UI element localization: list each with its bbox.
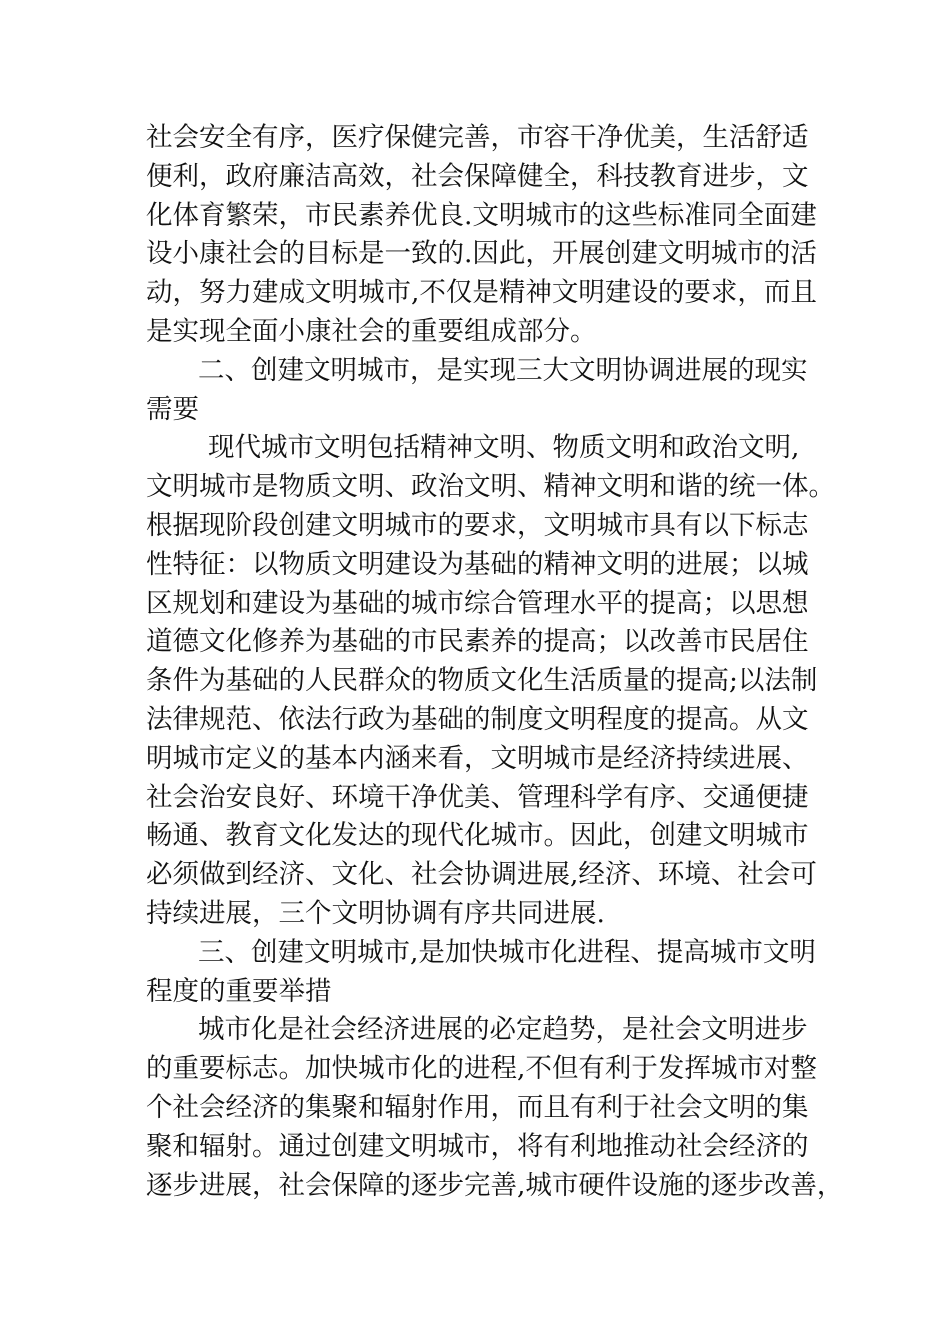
text-line: 的重要标志。加快城市化的进程,不但有利于发挥城市对整 xyxy=(146,1053,817,1085)
text-line: 必须做到经济、文化、社会协调进展,经济、环境、社会可 xyxy=(146,859,817,891)
text-line: 是实现全面小康社会的重要组成部分。 xyxy=(146,315,597,347)
heading-line: 程度的重要举措 xyxy=(146,975,332,1007)
text-line: 性特征：以物质文明建设为基础的精神文明的进展；以城 xyxy=(146,548,809,580)
text-line: 社会治安良好、环境干净优美、管理科学有序、交通便捷 xyxy=(146,781,809,813)
section-heading-2 xyxy=(146,352,826,430)
text-line: 畅通、教育文化发达的现代化城市。因此，创建文明城市 xyxy=(146,820,809,852)
text-line: 条件为基础的人民群众的物质文化生活质量的提高;以法制 xyxy=(146,665,818,697)
text-line: 逐步进展，社会保障的逐步完善,城市硬件设施的逐步改善， xyxy=(146,1169,844,1201)
heading-line: 三、创建文明城市,是加快城市化进程、提高城市文明 xyxy=(198,936,816,968)
text-line: 便利，政府廉洁高效，社会保障健全，科技教育进步，文 xyxy=(146,160,809,192)
heading-line: 需要 xyxy=(146,393,199,425)
text-line: 个社会经济的集聚和辐射作用，而且有利于社会文明的集 xyxy=(146,1091,809,1123)
text-line: 文明城市是物质文明、政治文明、精神文明和谐的统一体。 xyxy=(146,471,835,503)
text-line: 现代城市文明包括精神文明、物质文明和政治文明, xyxy=(208,432,800,464)
text-line: 根据现阶段创建文明城市的要求，文明城市具有以下标志 xyxy=(146,509,809,541)
text-line: 明城市定义的基本内涵来看，文明城市是经济持续进展、 xyxy=(146,742,809,774)
text-line: 持续进展，三个文明协调有序共同进展. xyxy=(146,897,605,929)
text-line: 化体育繁荣，市民素养优良.文明城市的这些标准同全面建 xyxy=(146,199,817,231)
text-line: 区规划和建设为基础的城市综合管理水平的提高；以思想 xyxy=(146,587,809,619)
text-line: 法律规范、依法行政为基础的制度文明程度的提高。从文 xyxy=(146,703,809,735)
section-heading-3 xyxy=(146,934,826,1012)
text-line: 社会安全有序，医疗保健完善，市容干净优美，生活舒适 xyxy=(146,122,809,153)
text-line: 设小康社会的目标是一致的.因此，开展创建文明城市的活 xyxy=(146,238,817,270)
heading-line: 二、创建文明城市，是实现三大文明协调进展的现实 xyxy=(198,354,808,386)
body-text xyxy=(146,119,844,1205)
text-line: 道德文化修养为基础的市民素养的提高；以改善市民居住 xyxy=(146,626,809,658)
text-line: 聚和辐射。通过创建文明城市，将有利地推动社会经济的 xyxy=(146,1130,809,1162)
paragraph-continuation xyxy=(146,119,826,352)
text-line: 动，努力建成文明城市,不仅是精神文明建设的要求，而且 xyxy=(146,277,817,309)
text-line: 城市化是社会经济进展的必定趋势，是社会文明进步 xyxy=(198,1014,808,1046)
paragraph-section-3 xyxy=(146,1011,844,1205)
paragraph-section-2 xyxy=(146,429,835,933)
